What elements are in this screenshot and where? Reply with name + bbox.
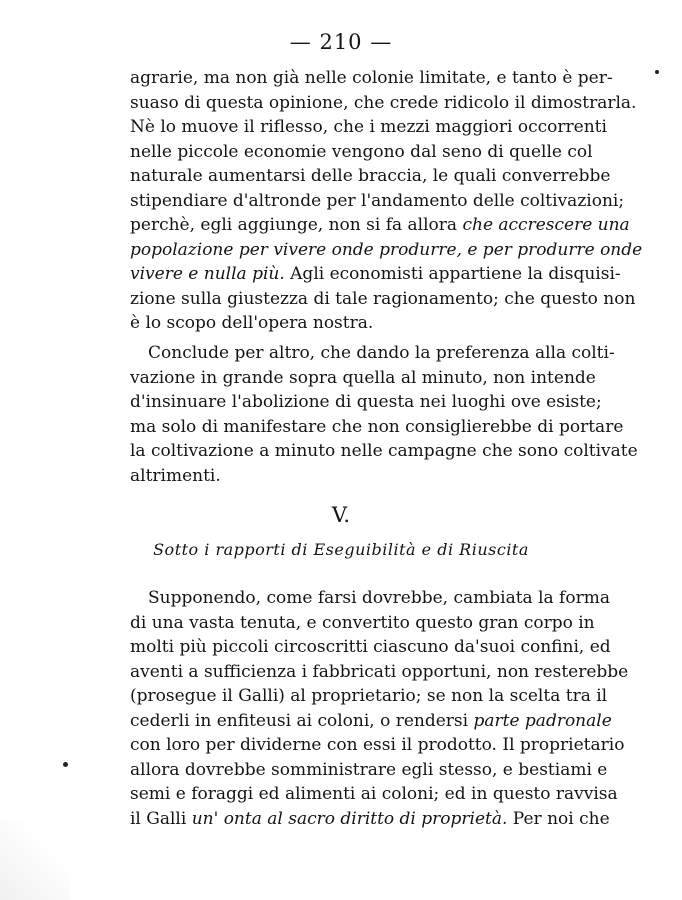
text-line: (prosegue il Galli) al proprietario; se non la scelta tra il [130, 686, 608, 706]
section-numeral: V. [331, 503, 351, 527]
text-segment: cederli in enfiteusi ai coloni, o rendersi [130, 710, 474, 731]
ink-speck [63, 762, 68, 767]
text-line: altrimenti. [130, 465, 221, 486]
text-line: Conclude per altro, che dando la preferenza alla colti- [148, 343, 615, 363]
italic-quote: vivere e nulla più. [130, 264, 285, 284]
paragraph-3 [130, 586, 629, 831]
text-segment: Per noi che [507, 808, 610, 829]
page-edge-shadow [0, 820, 70, 900]
text-line: vazione in grande sopra quella al minuto, non intende [130, 367, 596, 388]
text-line: ma solo di manifestare che non consiglierebbe di portare [130, 416, 624, 437]
italic-quote: parte padronale [473, 710, 612, 731]
text-line: agrarie, ma non già nelle colonie limitate, e tanto è per- [130, 68, 613, 88]
text-line: nelle piccole economie vengono dal seno di quelle col [130, 141, 593, 162]
italic-quote: un' onta al sacro diritto di proprietà. [191, 808, 508, 829]
text-line: molti più piccoli circoscritti ciascuno da'suoi confini, ed [130, 637, 611, 657]
text-line: zione sulla giustezza di tale ragionamento; che questo non [130, 288, 636, 309]
text-line: allora dovrebbe somministrare egli stesso, e bestiami e [130, 759, 608, 780]
text-line: stipendiare d'altronde per l'andamento delle coltivazioni; [130, 190, 625, 211]
text-line: con loro per dividerne con essi il prodotto. Il proprietario [130, 735, 625, 755]
text-line: Supponendo, come farsi dovrebbe, cambiata la forma [148, 588, 610, 608]
text-line: d'insinuare l'abolizione di questa nei luoghi ove esiste; [130, 392, 602, 412]
text-line: semi e foraggi ed alimenti ai coloni; ed in questo ravvisa [130, 784, 618, 804]
text-line [130, 213, 630, 238]
text-line [130, 709, 612, 734]
paragraph-2 [130, 341, 638, 488]
text-line: naturale aumentarsi delle braccia, le quali converrebbe [130, 166, 611, 186]
text-segment: Agli economisti appartiene la disquisi- [284, 264, 621, 284]
text-line: di una vasta tenuta, e convertito questo gran corpo in [130, 612, 595, 633]
text-segment: perchè, egli aggiunge, non si fa allora [130, 215, 463, 235]
text-line [130, 262, 621, 287]
page-number: — 210 — [289, 30, 393, 54]
ink-speck [655, 70, 659, 74]
text-line: è lo scopo dell'opera nostra. [130, 313, 374, 333]
italic-quote-line: popolazione per vivere onde produrre, e per produrre onde [130, 239, 643, 260]
text-line: suaso di questa opinione, che crede ridicolo il dimostrarla. [130, 92, 637, 113]
text-line [130, 807, 610, 832]
italic-quote: che accrescere una [462, 215, 630, 235]
section-subtitle: Sotto i rapporti di Eseguibilità e di Riuscita [153, 540, 529, 559]
text-line: Nè lo muove il riflesso, che i mezzi maggiori occorrenti [130, 117, 607, 137]
text-segment: il Galli [130, 808, 192, 829]
paragraph-1 [130, 66, 643, 336]
text-line: la coltivazione a minuto nelle campagne che sono coltivate [130, 441, 638, 461]
text-line: aventi a sufficienza i fabbricati opportuni, non resterebbe [130, 661, 629, 682]
